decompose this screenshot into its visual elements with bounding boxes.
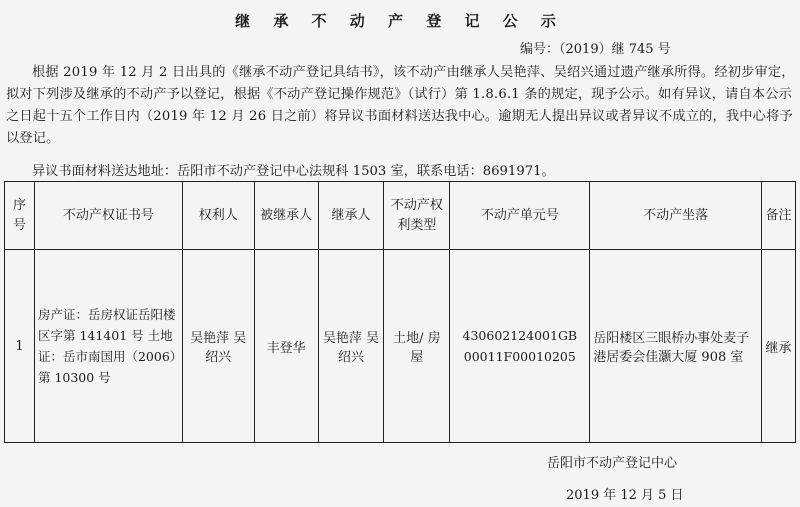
cell-heir: 吴艳萍 吴绍兴 [318, 250, 384, 443]
notice-paragraph: 根据 2019 年 12 月 2 日出具的《继承不动产登记具结书》，该不动产由继承人吴艳萍、吴绍兴通过遗产继承所得。经初步审定，拟对下列涉及继承的不动产予以登记，根据《不动产登记操作规范》（试行）第 1.8.6.1 条的规定，现予公示。如有异议，请自本公示之日起十五个工作日内（2019 年 12 月 26 日之前）将异议书面材料送达我中心。逾期无人提出异议或者异议不成立的，我中心将予以登记。 [6, 65, 795, 146]
issuing-organization: 岳阳市不动产登记中心 [547, 456, 678, 471]
cell-rights-holder: 吴艳萍 吴绍兴 [182, 250, 254, 443]
cell-cert-no: 房产证：岳房权证岳阳楼区字第 141401 号 土地证：岳市南国用（2006）第 10300 号 [34, 250, 182, 443]
cell-inheritee: 丰登华 [254, 250, 318, 443]
property-table [4, 181, 796, 443]
table-header-row [5, 182, 796, 250]
issue-date: 2019 年 12 月 5 日 [566, 488, 684, 503]
header-inheritee: 被继承人 [254, 182, 318, 250]
header-remark: 备注 [761, 182, 795, 250]
header-right-type: 不动产权利类型 [384, 182, 450, 250]
cell-seq: 1 [5, 250, 35, 443]
cell-location: 岳阳楼区三眼桥办事处麦子港居委会佳灏大厦 908 室 [590, 250, 762, 443]
header-heir: 继承人 [318, 182, 384, 250]
cell-remark: 继承 [761, 250, 795, 443]
header-seq: 序号 [5, 182, 35, 250]
table-row [5, 250, 796, 443]
cell-unit-no: 430602124001GB 00011F00010205 [450, 250, 590, 443]
header-cert-no: 不动产权证书号 [34, 182, 182, 250]
page-title: 继 承 不 动 产 登 记 公 示 [235, 12, 565, 30]
document-number: 编号：（2019）继 745 号 [520, 42, 671, 57]
header-location: 不动产坐落 [590, 182, 762, 250]
cell-right-type: 土地/ 房屋 [384, 250, 450, 443]
objection-address: 异议书面材料送达地址：岳阳市不动产登记中心法规科 1503 室，联系电话：8691971。 [32, 164, 555, 179]
header-rights-holder: 权利人 [182, 182, 254, 250]
header-unit-no: 不动产单元号 [450, 182, 590, 250]
